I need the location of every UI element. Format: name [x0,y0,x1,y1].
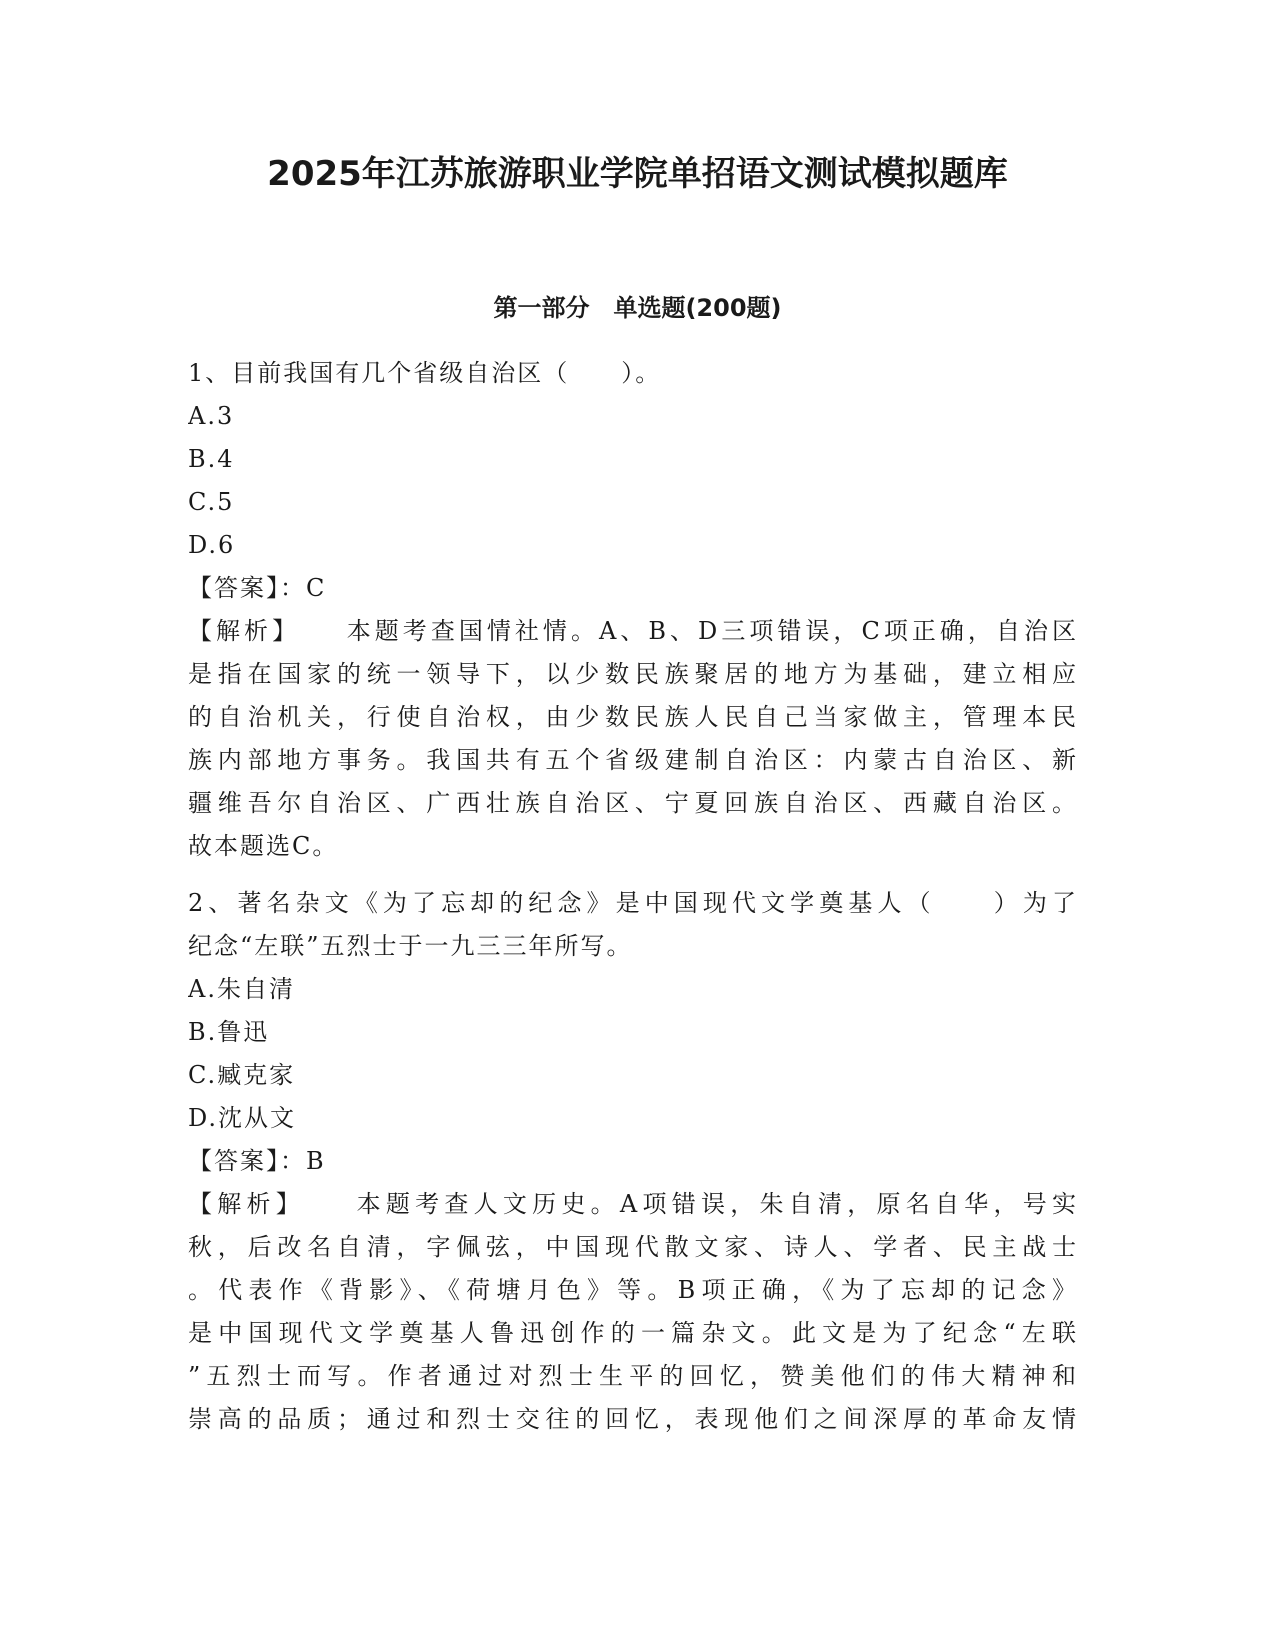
answer-label: 【答案】： [188,574,306,602]
analysis-line: ”五烈士而写。作者通过对烈士生平的回忆，赞美他们的伟大精神和 [188,1362,1078,1390]
analysis-line [188,1183,1078,1226]
analysis-text: 本题考查人文历史。A项错误，朱自清，原名自华，号实 [356,1190,1078,1218]
answer-label: 【答案】： [188,1147,306,1175]
analysis-line [188,610,1078,653]
answer-value: C [306,574,327,602]
question-stem-line: 1、目前我国有几个省级自治区（ ）。 [188,359,662,387]
option-c: C.臧克家 [188,1061,296,1089]
option-c: C.5 [188,488,235,516]
question-2 [188,882,1078,1441]
analysis-line: 疆维吾尔自治区、广西壮族自治区、宁夏回族自治区、西藏自治区。 [188,789,1078,817]
analysis-label: 【解析】 [188,1190,306,1218]
option-d: D.沈从文 [188,1104,297,1132]
question-list [188,352,1078,1441]
analysis-line: 秋，后改名自清，字佩弦，中国现代散文家、诗人、学者、民主战士 [188,1233,1078,1261]
analysis-line: 故本题选C。 [188,832,339,860]
question-stem-line: 纪念“左联”五烈士于一九三三年所写。 [188,932,633,960]
analysis-label: 【解析】 [188,617,301,645]
analysis-line: 。代表作《背影》、《荷塘月色》等。B项正确，《为了忘却的记念》 [188,1276,1078,1304]
answer-value: B [306,1147,326,1175]
answer-line [188,567,1078,610]
option-a: A.3 [188,402,235,430]
analysis-line: 是指在国家的统一领导下，以少数民族聚居的地方为基础，建立相应 [188,660,1078,688]
analysis-line: 崇高的品质；通过和烈士交往的回忆，表现他们之间深厚的革命友情 [188,1405,1078,1433]
option-d: D.6 [188,531,236,559]
document-title: 2025年江苏旅游职业学院单招语文测试模拟题库 [267,154,1008,194]
question-stem-line: 2、著名杂文《为了忘却的纪念》是中国现代文学奠基人（ ）为了 [188,889,1078,917]
analysis-line: 是中国现代文学奠基人鲁迅创作的一篇杂文。此文是为了纪念“左联 [188,1319,1078,1347]
option-b: B.鲁迅 [188,1018,270,1046]
analysis-text: 本题考查国情社情。A、B、D三项错误，C项正确，自治区 [346,617,1078,645]
option-a: A.朱自清 [188,975,295,1003]
answer-line [188,1140,1078,1183]
question-1 [188,352,1078,868]
section-title: 第一部分 单选题(200题) [493,294,782,322]
analysis-line: 族内部地方事务。我国共有五个省级建制自治区：内蒙古自治区、新 [188,746,1078,774]
option-b: B.4 [188,445,235,473]
analysis-line: 的自治机关，行使自治权，由少数民族人民自己当家做主，管理本民 [188,703,1078,731]
